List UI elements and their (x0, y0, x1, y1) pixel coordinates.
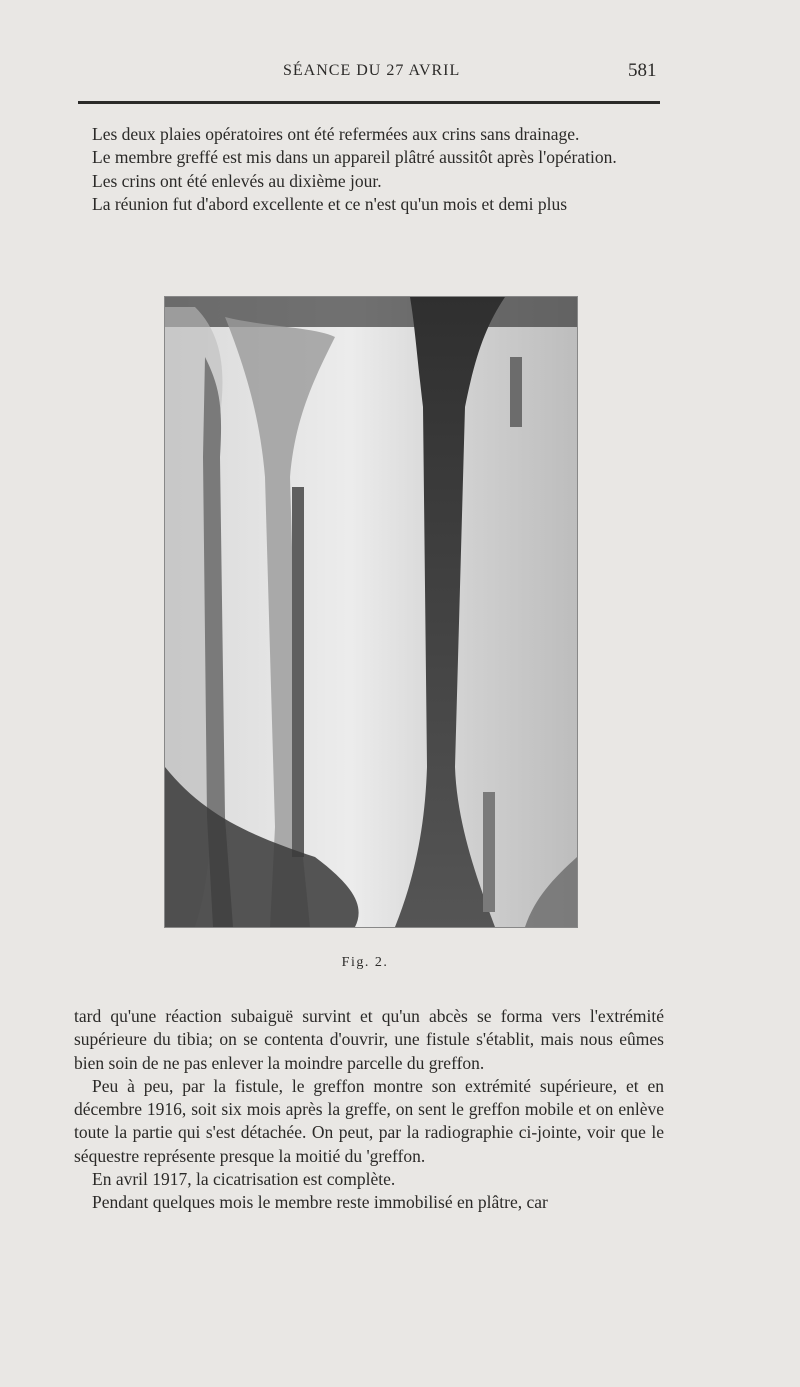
paragraph: Les crins ont été enlevés au dixième jour. (92, 170, 382, 191)
text-block-bottom (74, 1005, 664, 1215)
paragraph: Les deux plaies opératoires ont été refermées aux crins sans drainage. (92, 124, 580, 144)
paragraph: tard qu'une réaction subaiguë survint et qu'un abcès se forma vers l'extrémité supérieure du tibia; on se contenta d'ouvrir, une fistule s'établit, mais nous eûmes bien soin de ne pas enlever la moindre parcelle du greffon. (74, 1006, 664, 1073)
paragraph: Pendant quelques mois le membre reste immobilisé en plâtre, car (92, 1192, 548, 1213)
text-block-top (74, 123, 664, 216)
header-rule (78, 101, 660, 104)
radiograph-image (165, 297, 577, 927)
paragraph: La réunion fut d'abord excellente et ce n'est qu'un mois et demi plus (92, 193, 568, 214)
paragraph: Peu à peu, par la fistule, le greffon montre son extrémité supérieure, et en décembre 1916, soit six mois après la greffe, on sent le greffon mobile et on enlève toute la partie qui s'est détachée. On peut, par la radiographie ci-jointe, voir que le séquestre représente presque la moitié du 'greffon. (74, 1075, 664, 1166)
running-head (0, 62, 800, 84)
figure-caption: Fig. 2. (341, 955, 389, 970)
radiograph-figure (164, 296, 578, 928)
running-title: SÉANCE DU 27 AVRIL (283, 62, 461, 79)
paragraph: Le membre greffé est mis dans un appareil plâtré aussitôt après l'opération. (92, 147, 617, 168)
page-number: 581 (628, 60, 657, 81)
paragraph: En avril 1917, la cicatrisation est complète. (92, 1169, 396, 1190)
